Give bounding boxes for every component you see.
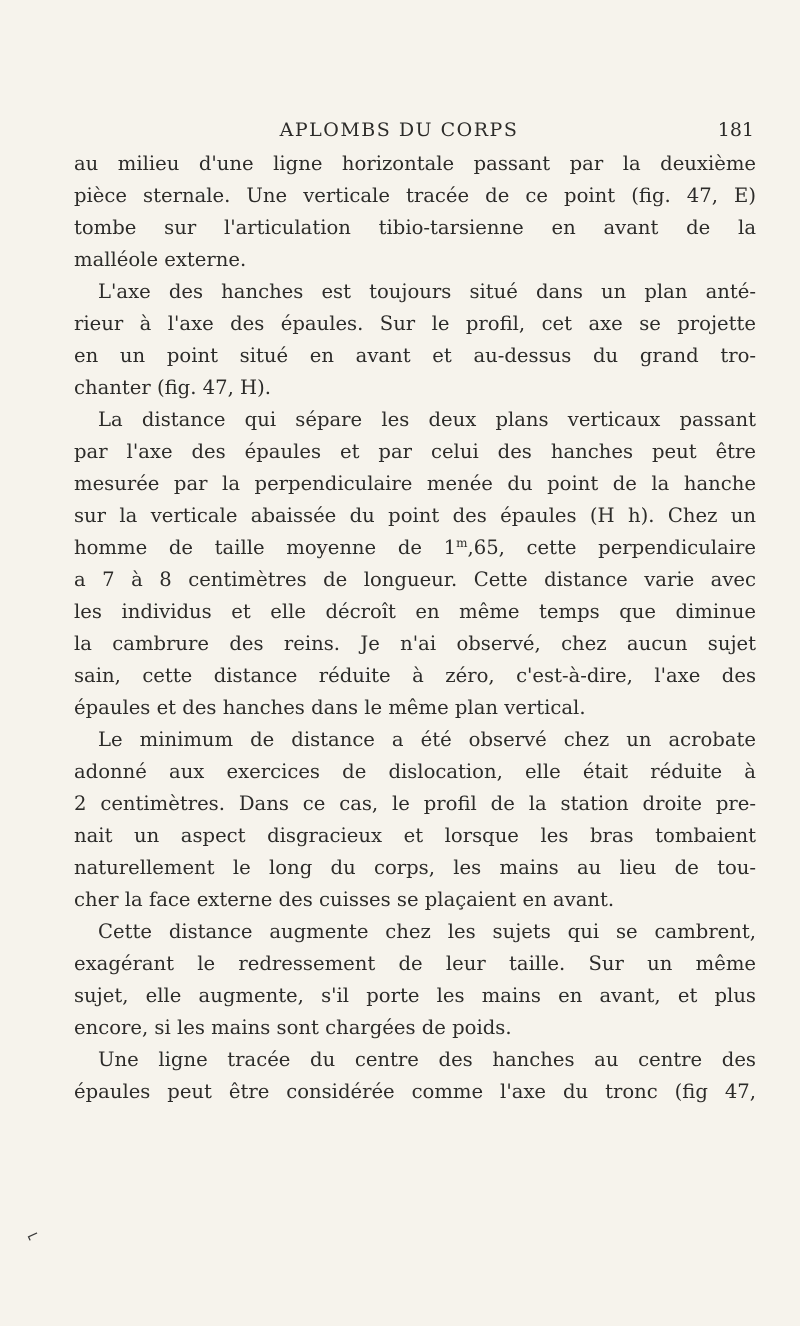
text-line: pièce sternale. Une verticale tracée de ce point (fig. 47, E)	[74, 184, 756, 207]
text-line: nait un aspect disgracieux et lorsque les bras tombaient	[74, 824, 756, 847]
text-line: Cette distance augmente chez les sujets qui se cambrent,	[98, 920, 756, 943]
text-line: épaules et des hanches dans le même plan vertical.	[74, 696, 586, 719]
paragraph-5	[74, 916, 756, 1044]
text-line: L'axe des hanches est toujours situé dans un plan anté-	[98, 280, 756, 303]
text-line: naturellement le long du corps, les mains au lieu de tou-	[74, 856, 756, 879]
text-line: exagérant le redressement de leur taille. Sur un même	[74, 952, 756, 975]
text-line: tombe sur l'articulation tibio-tarsienne en avant de la	[74, 216, 756, 239]
text-line: au milieu d'une ligne horizontale passant par la deuxième	[74, 152, 756, 175]
text-line: sujet, elle augmente, s'il porte les mains en avant, et plus	[74, 984, 756, 1007]
running-header	[74, 116, 754, 144]
text-line: malléole externe.	[74, 248, 247, 271]
text-line: rieur à l'axe des épaules. Sur le profil, cet axe se projette	[74, 312, 756, 335]
text-line: Une ligne tracée du centre des hanches au centre des	[98, 1048, 756, 1071]
body-text	[74, 148, 756, 1108]
text-line: cher la face externe des cuisses se plaçaient en avant.	[74, 888, 615, 911]
paragraph-4	[74, 724, 756, 916]
paragraph-2	[74, 276, 756, 404]
text-line: sain, cette distance réduite à zéro, c'est-à-dire, l'axe des	[74, 664, 756, 687]
unit-superscript: m	[456, 536, 468, 550]
page-number: 181	[717, 119, 754, 141]
text-line: a 7 à 8 centimètres de longueur. Cette distance varie avec	[74, 568, 756, 591]
text-line: la cambrure des reins. Je n'ai observé, chez aucun sujet	[74, 632, 756, 655]
text-line: adonné aux exercices de dislocation, elle était réduite à	[74, 760, 756, 783]
text-line: Le minimum de distance a été observé chez un acrobate	[98, 728, 756, 751]
text-line: en un point situé en avant et au-dessus du grand tro-	[74, 344, 756, 367]
paragraph-6	[74, 1044, 756, 1108]
text-line: par l'axe des épaules et par celui des hanches peut être	[74, 440, 756, 463]
paragraph-3	[74, 404, 756, 724]
text-line-with-measure: homme de taille moyenne de 1$^m$,65, cette perpendiculaire	[74, 536, 756, 559]
text-line: les individus et elle décroît en même temps que diminue	[74, 600, 756, 623]
running-title: APLOMBS DU CORPS	[279, 119, 519, 141]
text-line: La distance qui sépare les deux plans verticaux passant	[98, 408, 756, 431]
text-line: 2 centimètres. Dans ce cas, le profil de la station droite pre-	[74, 792, 756, 815]
text-line: épaules peut être considérée comme l'axe du tronc (fig 47,	[74, 1080, 756, 1103]
corner-mark-icon: ⌐	[22, 1224, 43, 1247]
text-line: mesurée par la perpendiculaire menée du point de la hanche	[74, 472, 756, 495]
paragraph-1	[74, 148, 756, 276]
text-line: encore, si les mains sont chargées de poids.	[74, 1016, 512, 1039]
text-line: chanter (fig. 47, H).	[74, 376, 272, 399]
text-line: sur la verticale abaissée du point des épaules (H h). Chez un	[74, 504, 756, 527]
